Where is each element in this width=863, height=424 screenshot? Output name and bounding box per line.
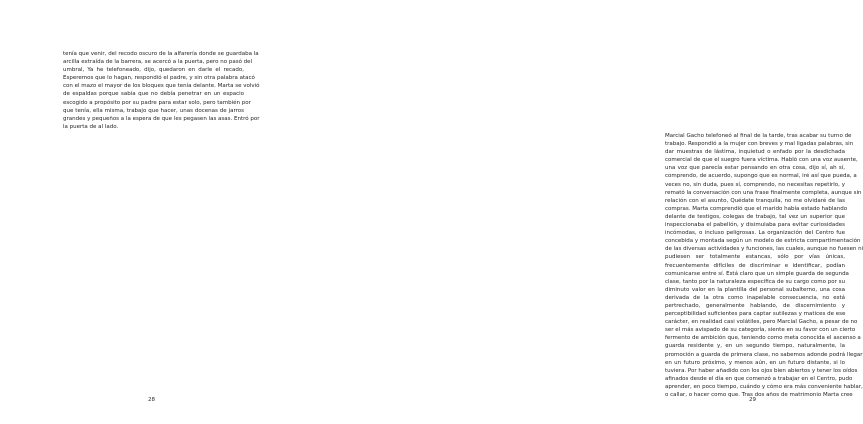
left-page-number: 28 <box>148 397 155 403</box>
text-line: una voz que parecía estar pensando en otra cosa, dijo sí, ah sí, <box>665 165 845 172</box>
text-line: comunicarse entre sí. Está claro que un simple guarda de segunda <box>665 270 849 277</box>
text-line: pudiesen ser totalmente estancas, sólo por vías únicas, <box>665 254 845 261</box>
text-line: arcilla extraída de la barrera, se acercó a la puerta, pero no pasó del <box>63 59 253 66</box>
text-line: delante de testigos, colegas de trabajo, tal vez un superior que <box>665 213 845 220</box>
text-line: umbral, Ya he telefoneado, dijo, quedaron en darle el recado, <box>63 67 244 74</box>
text-line: veces no, sin duda, pues sí, comprendo, no necesitas repetirlo, y <box>665 181 845 188</box>
text-line: fermento de ambición que, teniendo como meta conocida el ascenso a <box>665 335 861 342</box>
text-line: de espaldas porque sabía que no debía penetrar en un espacio <box>63 91 244 98</box>
text-line: tenía que venir, del recodo oscuro de la alfarería donde se guardaba la <box>63 51 259 57</box>
text-line: pertrechado, generalmente hablando, de discernimiento y <box>665 302 845 309</box>
text-line: que tenía, ella misma, trabajo que hacer, unas docenas de jarros <box>63 107 244 114</box>
text-line: inspeccionaba el pabellón, y disimulaba para evitar curiosidades <box>665 222 845 229</box>
text-line: compras. Marta comprendió que el marido había estado hablando <box>665 205 848 212</box>
text-line: diminuto valor en la plantilla del personal subalterno, una cosa <box>665 286 845 293</box>
text-line: frecuentemente difíciles de discriminar e identificar, podían <box>665 262 845 269</box>
text-line: afinados desde el día en que comenzó a trabajar en el Centro, pudo <box>665 375 853 382</box>
text-line: perceptibilidad suficientes para captar sutilezas y matices de ese <box>665 311 846 318</box>
text-line: ser el más avispado de su categoría, siente en su favor con un cierto <box>665 327 856 334</box>
text-line: clase, tanto por la naturaleza específica de su cargo como por su <box>665 278 845 285</box>
text-line: concebida y montada según un modelo de estricta compartimentación <box>665 238 861 245</box>
text-line: promoción a guarda de primera clase, no sabemos adonde podrá llegar <box>665 351 863 358</box>
text-line: Esperemos que lo hagan, respondió el padre, y sin otra palabra atacó <box>63 75 255 82</box>
text-line: aprender, en poco tiempo, cuándo y cómo era más conveniente hablar, <box>665 383 863 390</box>
text-line: o callar, o hacer como que. Tras dos años de matrimonio Marta cree <box>665 392 853 398</box>
text-line: Marcial Gacho telefoneó al final de la tarde, tras acabar su turno de <box>665 133 852 139</box>
right-page-text <box>665 132 863 399</box>
text-line: incómodas, o incluso peligrosas. La organización del Centro fue <box>665 230 845 237</box>
text-line: derivada de la otra como inapelable consecuencia, no está <box>665 294 845 301</box>
left-page-text <box>63 50 260 131</box>
text-line: relación con el asunto, Quédate tranquila, no me olvidaré de las <box>665 197 845 204</box>
text-line: trabajo. Respondió a la mujer con breves y mal ligadas palabras, sin <box>665 141 854 148</box>
text-line: escogido a propósito por su padre para estar solo, pero también por <box>63 99 251 106</box>
right-page <box>300 0 863 424</box>
text-line: remató la conversación con una frase finalmente completa, aunque sin <box>665 189 862 196</box>
left-page <box>0 0 300 424</box>
text-line: en un futuro próximo, y menos aún, en un futuro distante, si lo <box>665 359 845 366</box>
text-line: tuviera. Por haber añadido con los ojos bien abiertos y tener los oídos <box>665 367 858 374</box>
text-line: comercial de que el suegro fuera víctima. Habló con una voz ausente, <box>665 157 858 164</box>
text-line: guarda residente y, en un segundo tiempo, naturalmente, la <box>665 343 845 350</box>
right-page-number: 29 <box>749 397 756 403</box>
text-line: con el mazo el mayor de los bloques que tenía delante. Marta se volvió <box>63 83 260 90</box>
text-line: de las diversas actividades y funciones, las cuales, aunque no fuesen ni <box>665 246 863 253</box>
text-line: comprendo, de acuerdo, supongo que es normal, iré así que pueda, a <box>665 173 857 180</box>
text-line: la puerta de al lado. <box>63 123 119 130</box>
text-line: grandes y pequeños a la espera de que les pegasen las asas. Entró por <box>63 115 260 122</box>
text-line: carácter, en realidad casi volátiles, pero Marcial Gacho, a pesar de no <box>665 319 858 326</box>
text-line: dar muestras de lástima, inquietud o enfado por la desdichada <box>665 149 845 156</box>
